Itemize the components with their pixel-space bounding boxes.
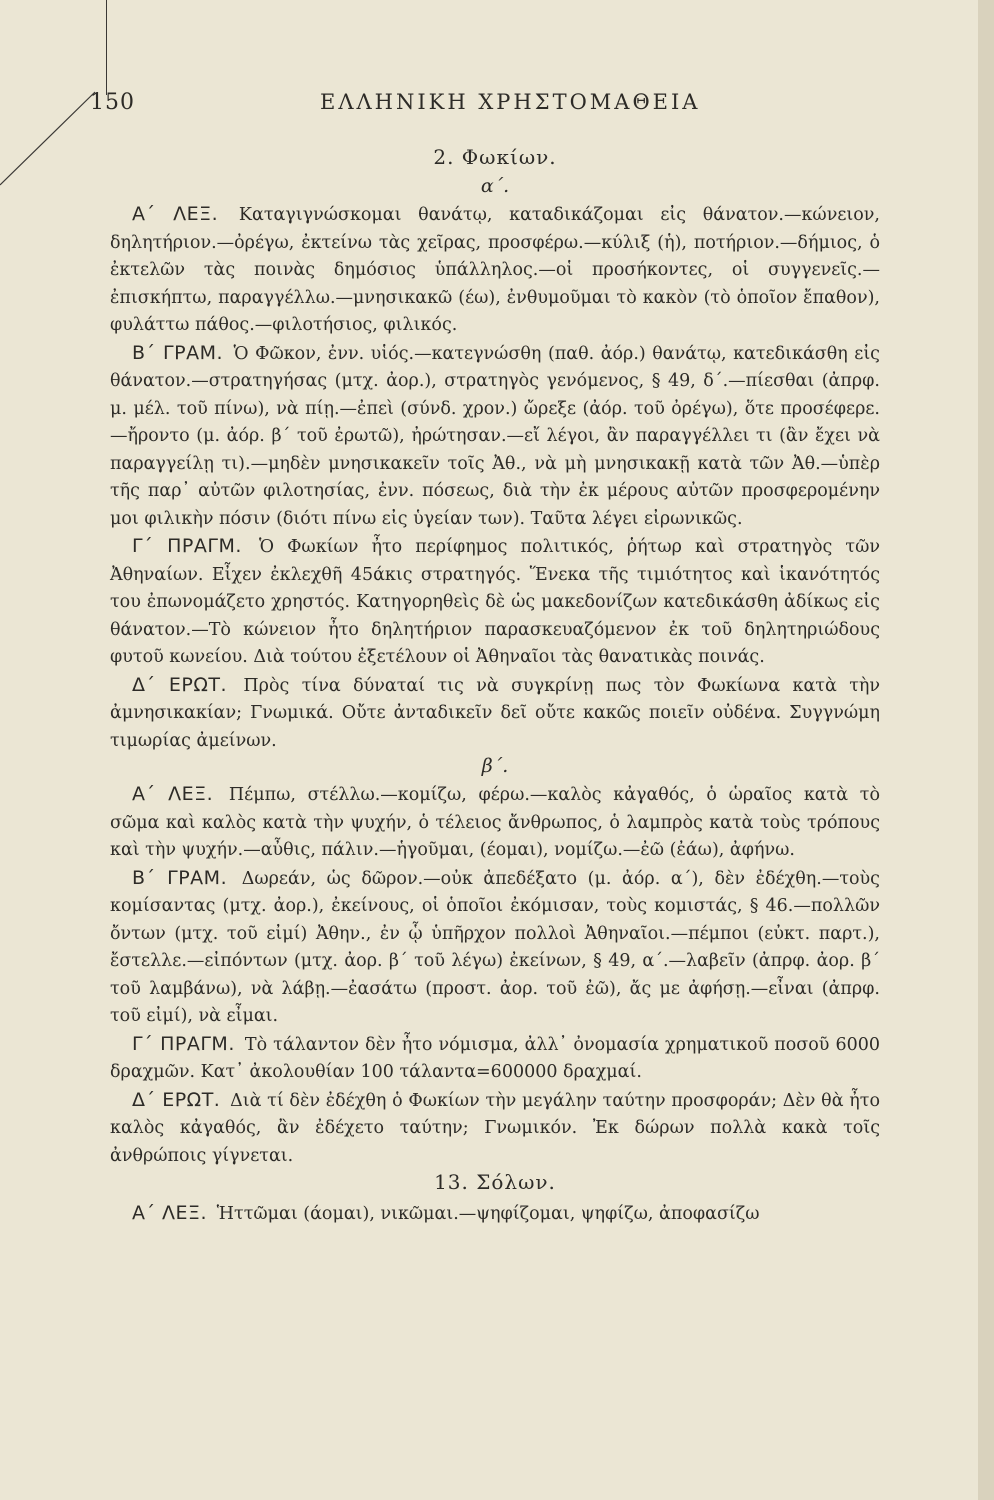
- lexicon-label: Α΄ ΛΕΞ.: [132, 203, 219, 225]
- pragmatics-label: Γ΄ ΠΡΑΓΜ.: [132, 535, 242, 557]
- lexicon-text-b: Πέμπω, στέλλω.—κομίζω, φέρω.—καλὸς κἀγαθός, ὁ ὡραῖος κατὰ τὸ σῶμα καὶ καλὸς κατὰ τὴν ψυχήν, ὁ τέλειος ἄνθρωπος, ὁ λαμπρὸς κατὰ τοὺς τρόπους καὶ τὴν ψυχήν.—αὖθις, πάλιν.—ἡγοῦμαι, (έομαι), νομίζω.—ἐῶ (ἐάω), ἀφήνω.: [110, 785, 880, 860]
- subsection-a: α΄.: [480, 175, 510, 197]
- running-title: ΕΛΛΗΝΙΚΗ ΧΡΗΣΤΟΜΑΘΕΙΑ: [320, 90, 701, 114]
- pragmatics-text-b: Τὸ τάλαντον δὲν ἦτο νόμισμα, ἀλλ᾽ ὀνομασία χρηματικοῦ ποσοῦ 6000 δραχμῶν. Κατ᾽ ἀκολουθίαν 100 τάλαντα=600000 δραχμαί.: [110, 1034, 880, 1082]
- page-edge: [978, 0, 994, 1500]
- page-body: [110, 145, 880, 1229]
- grammar-text-b: Δωρεάν, ὡς δῶρον.—οὐκ ἀπεδέξατο (μ. ἀόρ. α΄), δὲν ἐδέχθη.—τοὺς κομίσαντας (μτχ. ἀορ.), ἐκείνους, οἱ ὁποῖοι ἐκόμισαν, τοὺς κομιστάς, § 46.—πολλῶν ὄντων (μτχ. τοῦ εἰμί) Ἀθην., ἐν ᾧ ὑπῆρχον πολλοὶ Ἀθηναῖοι.—πέμποι (εὐκτ. παρτ.), ἔστελλε.—εἰπόντων (μτχ. ἀορ. β΄ τοῦ λέγω) ἐκείνων, § 49, α΄.—λαβεῖν (ἀπρφ. ἀορ. β΄ τοῦ λαμβάνω), νὰ λάβῃ.—ἐασάτω (προστ. ἀορ. τοῦ ἐῶ), ἄς με ἀφήσῃ.—εἶναι (ἀπρφ. τοῦ εἰμί), νὰ εἶμαι.: [110, 868, 880, 1026]
- pragmatics-text: Ὁ Φωκίων ἦτο περίφημος πολιτικός, ῥήτωρ καὶ στρατηγὸς τῶν Ἀθηναίων. Εἶχεν ἐκλεχθῆ 45άκις στρατηγός. Ἕνεκα τῆς τιμιότητος καὶ ἱκανότητός του ἐπωνομάζετο χρηστός. Κατηγορηθεὶς δὲ ὡς μακεδονίζων κατεδικάσθη ἀδίκως εἰς θάνατον.—Τὸ κώνειον ἦτο δηλητήριον παρασκευαζόμενον ἐκ τοῦ δηλητηριώδους φυτοῦ κωνείου. Διὰ τούτου ἐξετέλουν οἱ Ἀθηναῖοι τὰς θανατικὰς ποινάς.: [110, 537, 880, 667]
- lexicon-paragraph-solon: [110, 1200, 880, 1229]
- pragmatics-paragraph-b: [110, 1031, 880, 1087]
- section-heading-phokion: 2. Φωκίων.: [433, 145, 557, 169]
- questions-text: Πρὸς τίνα δύναταί τις νὰ συγκρίνῃ πως τὸν Φωκίωνα κατὰ τὴν ἀμνησικακίαν; Γνωμικά. Οὔτε ἀνταδικεῖν δεῖ οὔτε κακῶς ποιεῖν οὐδένα. Συγγνώμη τιμωρίας ἀμείνων.: [110, 675, 880, 751]
- grammar-label: Β΄ ΓΡΑΜ.: [132, 341, 224, 364]
- lexicon-label-solon: Α΄ ΛΕΞ.: [132, 1202, 208, 1224]
- questions-label-b: Δ΄ ΕΡΩΤ.: [132, 1088, 221, 1111]
- grammar-paragraph-b: [110, 865, 880, 1031]
- lexicon-paragraph-b: [110, 781, 880, 865]
- questions-paragraph-b: [110, 1087, 880, 1171]
- lexicon-text: Καταγιγνώσκομαι θανάτῳ, καταδικάζομαι εἰς θάνατον.—κώνειον, δηλητήριον.—ὀρέγω, ἐκτείνω τὰς χεῖρας, προσφέρω.—κύλιξ (ἡ), ποτήριον.—δήμιος, ὁ ἐκτελῶν τὰς ποινὰς δημόσιος ὑπάλληλος.—οἱ προσήκοντες, οἱ συγγενεῖς.—ἐπισκήπτω, παραγγέλλω.—μνησικακῶ (έω), ἐνθυμοῦμαι τὸ κακὸν (τὸ ὁποῖον ἔπαθον), φυλάττω πάθος.—φιλοτήσιος, φιλικός.: [110, 205, 880, 335]
- page-header: [90, 90, 914, 120]
- lexicon-label-b: Α΄ ΛΕΞ.: [132, 783, 214, 805]
- grammar-paragraph: [110, 340, 880, 534]
- questions-paragraph: [110, 672, 880, 756]
- pragmatics-paragraph: [110, 533, 880, 672]
- grammar-label-b: Β΄ ΓΡΑΜ.: [132, 866, 228, 889]
- subsection-b: β΄.: [481, 755, 509, 777]
- section-heading-solon: 13. Σόλων.: [434, 1170, 556, 1194]
- questions-text-b: Διὰ τί δὲν ἐδέχθη ὁ Φωκίων τὴν μεγάλην ταύτην προσφοράν; Δὲν θὰ ἦτο καλὸς κἀγαθός, ἂν ἐδέχετο ταύτην; Γνωμικόν. Ἐκ δώρων πολλὰ κακὰ τοῖς ἀνθρώποις γίγνεται.: [110, 1090, 880, 1166]
- lexicon-text-solon: Ἡττῶμαι (άομαι), νικῶμαι.—ψηφίζομαι, ψηφίζω, ἀποφασίζω: [216, 1204, 760, 1224]
- grammar-text: Ὁ Φῶκον, ἐνν. υἱός.—κατεγνώσθη (παθ. ἀόρ.) θανάτῳ, κατεδικάσθη εἰς θάνατον.—στρατηγήσας (μτχ. ἀορ.), στρατηγὸς γενόμενος, § 49, δ΄.—πίεσθαι (ἀπρφ. μ. μέλ. τοῦ πίνω), νὰ πίῃ.—ἐπεὶ (σύνδ. χρον.) ὤρεξε (ἀόρ. τοῦ ὀρέγω), ὅτε προσέφερε.—ἤροντο (μ. ἀόρ. β΄ τοῦ ἐρωτῶ), ἠρώτησαν.—εἴ λέγοι, ἂν παραγγέλλει τι (ἂν ἔχει νὰ παραγγείλῃ τι).—μηδὲν μνησικακεῖν τοῖς Ἀθ., νὰ μὴ μνησικακῇ κατὰ τῶν Ἀθ.—ὑπὲρ τῆς παρ᾽ αὐτῶν φιλοτησίας, ἐνν. πόσεως, διὰ τὴν ἐκ μέρους αὐτῶν προσφερομένην μοι φιλικὴν πόσιν (διότι πίνω εἰς ὑγείαν των). Ταῦτα λέγει εἰρωνικῶς.: [110, 343, 880, 529]
- page-number: 150: [90, 90, 135, 115]
- questions-label: Δ΄ ΕΡΩΤ.: [132, 673, 228, 696]
- lexicon-paragraph: [110, 201, 880, 340]
- pragmatics-label-b: Γ΄ ΠΡΑΓΜ.: [132, 1032, 235, 1055]
